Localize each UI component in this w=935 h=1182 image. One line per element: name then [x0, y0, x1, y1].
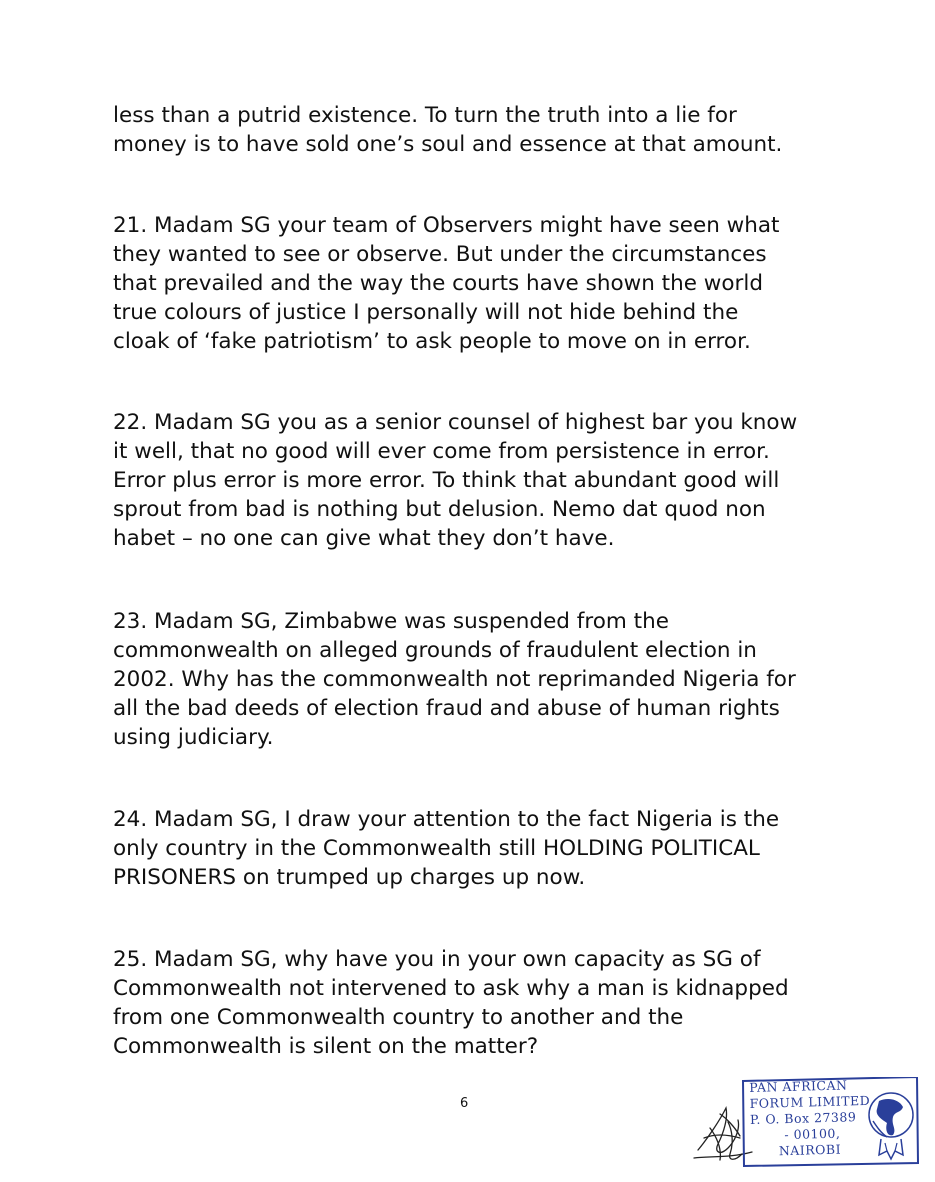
globe-emblem-icon: [869, 1093, 913, 1159]
paragraph-line: sprout from bad is nothing but delusion. Nemo dat quod non: [113, 497, 766, 522]
paragraph-line: 24. Madam SG, I draw your attention to the fact Nigeria is the: [113, 807, 780, 832]
paragraph-line: all the bad deeds of election fraud and abuse of human rights: [113, 696, 780, 721]
stamp-text: [749, 1077, 872, 1160]
paragraph-24: [113, 805, 833, 892]
paragraph-line: 23. Madam SG, Zimbabwe was suspended from the: [113, 609, 669, 634]
company-stamp: [741, 1077, 919, 1167]
paragraph-line: true colours of justice I personally will not hide behind the: [113, 300, 739, 325]
paragraph-line: only country in the Commonwealth still HOLDING POLITICAL: [113, 836, 760, 861]
paragraph-line: Error plus error is more error. To think that abundant good will: [113, 468, 780, 493]
paragraph-line: money is to have sold one’s soul and essence at that amount.: [113, 132, 783, 157]
paragraph-line: using judiciary.: [113, 725, 274, 750]
paragraph-line: 25. Madam SG, why have you in your own capacity as SG of: [113, 947, 761, 972]
paragraph-continuation: [113, 101, 833, 159]
paragraph-line: habet – no one can give what they don’t have.: [113, 526, 615, 551]
paragraph-line: commonwealth on alleged grounds of fraudulent election in: [113, 638, 757, 663]
paragraph-line: Commonwealth is silent on the matter?: [113, 1034, 539, 1059]
paragraph-line: that prevailed and the way the courts have shown the world: [113, 271, 763, 296]
paragraph-line: Commonwealth not intervened to ask why a man is kidnapped: [113, 976, 789, 1001]
paragraph-line: 22. Madam SG you as a senior counsel of highest bar you know: [113, 410, 798, 435]
paragraph-23: [113, 607, 833, 752]
paragraph-line: cloak of ‘fake patriotism’ to ask people to move on in error.: [113, 329, 751, 354]
stamp-line: FORUM LIMITED: [749, 1092, 871, 1111]
paragraph-line: 2002. Why has the commonwealth not reprimanded Nigeria for: [113, 667, 796, 692]
paragraph-line: 21. Madam SG your team of Observers might have seen what: [113, 213, 780, 238]
paragraph-line: it well, that no good will ever come from persistence in error.: [113, 439, 770, 464]
stamp-line: - 00100,: [784, 1125, 841, 1143]
paragraph-line: less than a putrid existence. To turn the truth into a lie for: [113, 103, 737, 128]
paragraph-22: [113, 408, 833, 553]
paragraph-line: they wanted to see or observe. But under the circumstances: [113, 242, 767, 267]
paragraph-21: [113, 211, 833, 356]
stamp-line: P. O. Box 27389: [749, 1109, 857, 1127]
paragraph-line: from one Commonwealth country to another and the: [113, 1005, 684, 1030]
paragraph-line: PRISONERS on trumped up charges up now.: [113, 865, 586, 890]
stamp-line: NAIROBI: [778, 1141, 842, 1159]
stamp-line: PAN AFRICAN: [749, 1077, 848, 1095]
page-number: 6: [460, 1096, 469, 1111]
paragraph-25: [113, 945, 833, 1061]
